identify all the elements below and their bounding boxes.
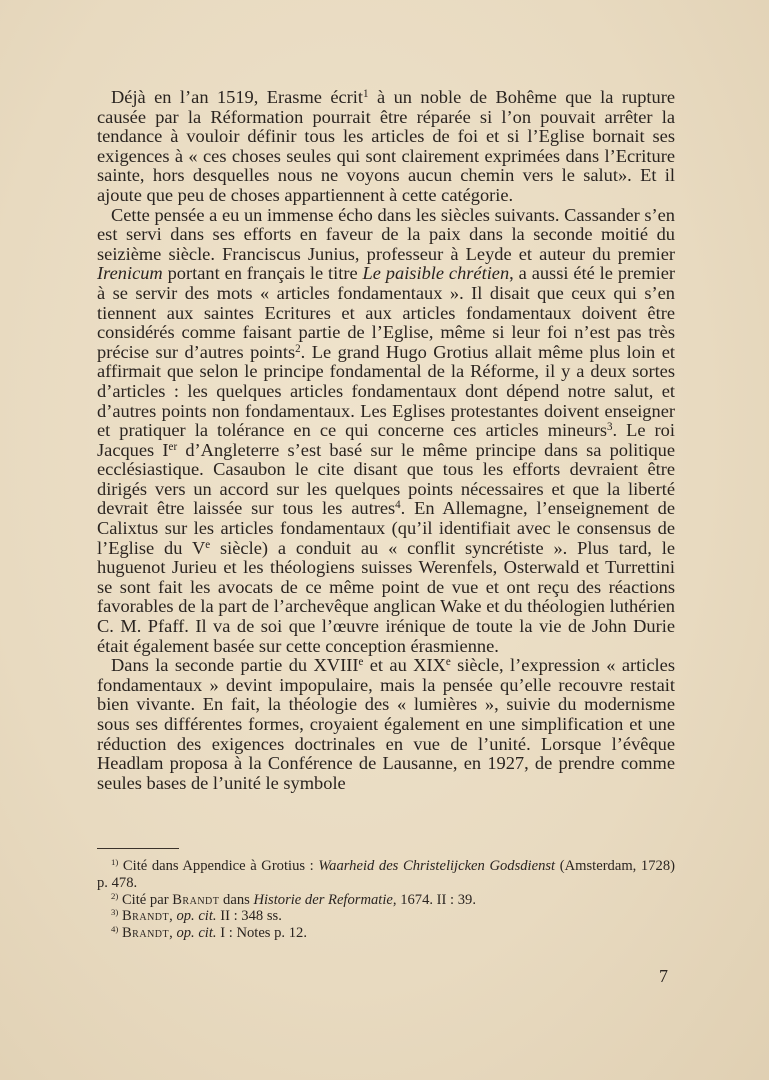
paragraph-1-text-cont: à un noble de Bohême que la rupture causée par la Réformation pourrait être réparée si l’on pouvait arrêter la tendance à vouloir définir tous les articles de foi et si l’Eglise bornait ses exigences à « ces choses seules qui sont clairement exprimées dans l’Ecriture sainte, hors desquelles nous ne voyons aucun chemin vers le salut». Et il ajoute que peu de choses appartiennent à cette catégorie. <box>97 87 675 205</box>
footnote-text: (Amsterdam, 1728) p. 478. <box>97 858 675 891</box>
paragraph-3-text: Dans la seconde partie du XVIII <box>111 655 359 676</box>
page-number: 7 <box>659 966 668 986</box>
paragraph-2-text: Cette pensée a eu un immense écho dans les siècles suivants. Cassander s’en est servi dans ses efforts en faveur de la paix dans la seconde moitié du seizième siècle. Franciscus Junius, professeur à Leyde et auteur du premier <box>97 204 675 264</box>
footnote-title: op. cit. <box>176 925 217 942</box>
superscript-e: e <box>445 656 451 669</box>
paragraph-2-text: . En Allemagne, l’enseignement de Calixtus sur les articles fondamentaux (qu’il identifiait avec le consensus de l’Eglise du V <box>97 498 676 558</box>
paragraph-2 <box>97 206 675 657</box>
footnote-text: , <box>169 925 177 942</box>
paragraph-2-text: siècle) a conduit au « conflit syncrétiste ». Plus tard, le huguenot Jurieu et les théologiens suisses Werenfels, Osterwald et Turrettini se sont fait les avocats de ce même point de vue et ont reçu des réactions favorables de la part de l’archevêque anglican Wake et du théologien luthérien C. M. Pfaff. Il va de soi que l’œuvre irénique de toute la vie de John Durie était également basée sur cette conception érasmienne. <box>97 537 675 656</box>
footnote-ref-1: 1 <box>363 87 369 100</box>
footnote-text: dans <box>219 891 254 908</box>
paragraph-2-text: . Le roi Jacques I <box>97 420 675 460</box>
footnote-author: Brandt <box>121 925 170 942</box>
footnote-number: 3) <box>111 907 119 918</box>
paragraph-1 <box>97 88 675 206</box>
paragraph-3-text: et au XIX <box>363 655 446 676</box>
footnote-text: , 1674. II : 39. <box>392 891 476 908</box>
footnote-text: , <box>169 908 177 925</box>
superscript-e: e <box>358 656 364 669</box>
footnote-text: Cité par <box>118 891 173 908</box>
footnote-title: Waarheid des Christelijcken Godsdienst <box>318 858 556 874</box>
paragraph-2-text: portant en français le titre <box>162 263 363 284</box>
footnotes <box>97 858 675 942</box>
paisible-chretien-title: Le paisible chrétien <box>362 263 510 284</box>
footnote-text: Cité dans Appendice à Grotius : <box>118 858 319 874</box>
footnote-title: op. cit. <box>176 908 217 925</box>
footnote-ref-4: 4 <box>395 499 401 512</box>
footnote-ref-2: 2 <box>295 342 301 355</box>
footnote-ref-3: 3 <box>606 421 613 434</box>
footnote-2 <box>97 892 675 909</box>
footnote-number: 1) <box>111 857 119 868</box>
superscript-e: e <box>205 538 211 551</box>
superscript-er: er <box>168 440 178 453</box>
footnote-text: I : Notes p. 12. <box>216 925 307 942</box>
paragraph-2-text: d’Angleterre s’est basé sur le même principe dans sa politique ecclésiastique. Casaubon le cite disant que tous les efforts devraient être dirigés vers un accord sur les quelques points nécessaires et que la liberté devrait être laissée sur tous les autres <box>97 439 675 519</box>
paragraph-1-text: Déjà en l’an 1519, Erasme écrit <box>111 87 364 107</box>
footnote-1 <box>97 858 675 892</box>
footnote-author: Brandt <box>172 891 220 908</box>
footnote-title: Historie der Reformatie <box>253 891 393 908</box>
main-text <box>97 88 675 793</box>
footnote-4 <box>97 925 675 942</box>
paragraph-3 <box>97 656 675 793</box>
footnote-divider <box>97 848 179 849</box>
footnote-3 <box>97 908 675 925</box>
footnote-number: 2) <box>111 890 119 901</box>
paragraph-3-text: siècle, l’expression « articles fondamentaux » devint impopulaire, mais la pensée qu’elle recouvre restait bien vivante. En fait, la théologie des « lumières », suivie du modernisme sous ses différentes formes, croyaient également en une simplification et une réduction des exigences doctrinales en vue de l’unité. Lorsque l’évêque Headlam proposa à la Conférence de Lausanne, en 1927, de prendre comme seules bases de l’unité le symbole <box>97 655 675 793</box>
footnote-text: II : 348 ss. <box>216 908 282 925</box>
footnote-author: Brandt <box>121 908 170 925</box>
paragraph-2-text: . Le grand Hugo Grotius allait même plus loin et affirmait que selon le principe fondamental de la Réforme, il y a deux sortes d’articles : les quelques articles fondamentaux dont dépend notre salut, et d’autres points non fondamentaux. Les Eglises protestantes doivent enseigner et pratiquer la tolérance en ce qui concerne ces articles mineurs <box>97 341 675 441</box>
footnote-number: 4) <box>111 924 119 935</box>
irenicum-title: Irenicum <box>97 263 163 284</box>
paragraph-2-text: , a aussi été le premier à se servir des mots « articles fondamentaux ». Il disait que ceux qui s’en tiennent aux saintes Ecritures et aux articles fondamentaux doivent être considérés comme faisant partie de l’Eglise, même si leur foi n’est pas très précise sur d’autres points <box>97 263 675 362</box>
